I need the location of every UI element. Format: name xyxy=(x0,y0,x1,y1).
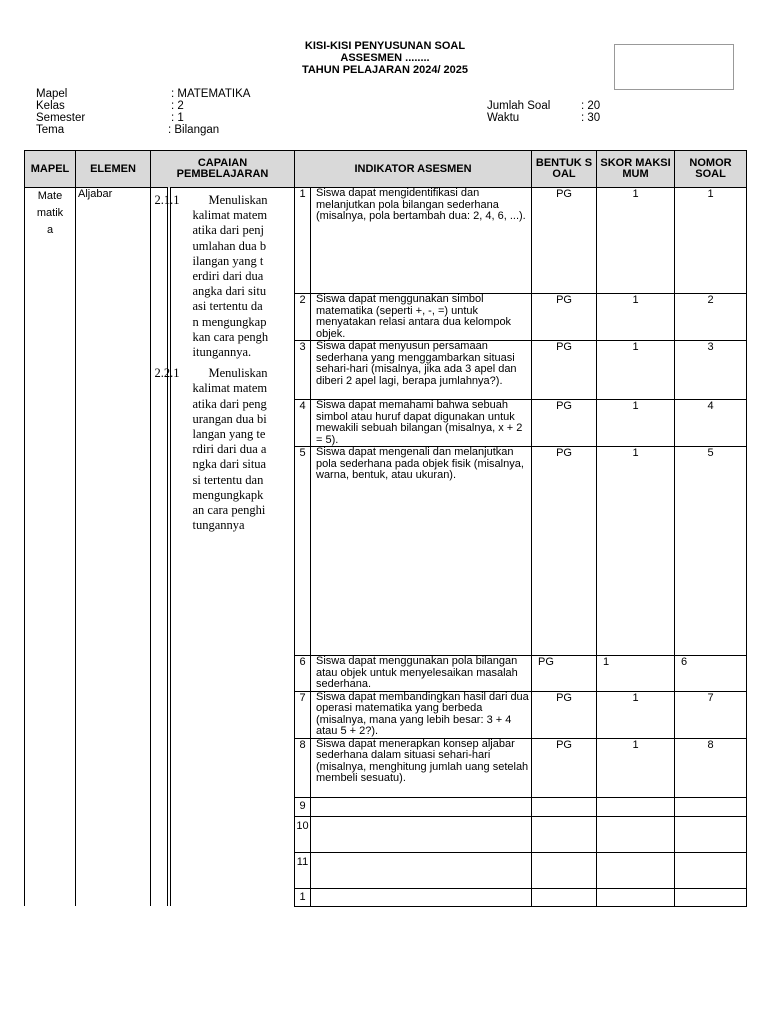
capaian-text: Menuliskan kalimat matematika dari penjumlahan dua bilangan yang terdiri dari dua angka dari situasi tertentu dan mengungkapkan cara penghitungannya. xyxy=(192,193,269,360)
nomor-cell: 4 xyxy=(675,400,747,447)
capaian-item xyxy=(155,193,295,360)
bentuk-cell xyxy=(532,888,597,906)
row-number: 3 xyxy=(295,341,311,400)
bentuk-cell xyxy=(532,816,597,852)
nomor-cell xyxy=(675,852,747,888)
title-line-1: KISI-KISI PENYUSUNAN SOAL xyxy=(304,40,466,52)
mapel-label: Mapel xyxy=(36,88,68,100)
jumlah-soal-label: Jumlah Soal xyxy=(487,100,551,112)
header-indikator: INDIKATOR ASESMEN xyxy=(295,151,532,188)
row-number: 11 xyxy=(295,852,311,888)
header-nomor: NOMOR SOAL xyxy=(675,151,747,188)
bentuk-cell: PG xyxy=(532,188,597,294)
empty-box xyxy=(614,44,734,90)
kelas-label: Kelas xyxy=(36,100,65,112)
bentuk-cell: PG xyxy=(532,691,597,738)
skor-cell: 1 xyxy=(597,447,675,656)
nomor-cell: 2 xyxy=(675,294,747,341)
skor-cell: 1 xyxy=(597,341,675,400)
mapel-cell: Matematika xyxy=(36,190,64,236)
row-number: 6 xyxy=(295,656,311,692)
bentuk-cell xyxy=(532,797,597,816)
bentuk-cell: PG xyxy=(532,447,597,656)
header-bentuk: BENTUK SOAL xyxy=(532,151,597,188)
row-number: 8 xyxy=(295,738,311,797)
bentuk-cell: PG xyxy=(532,294,597,341)
header-skor: SKOR MAKSIMUM xyxy=(597,151,675,188)
indikator-cell xyxy=(311,797,532,816)
bentuk-cell: PG xyxy=(532,656,597,692)
header-mapel: MAPEL xyxy=(25,151,76,188)
row-number: 2 xyxy=(295,294,311,341)
tema-label: Tema xyxy=(36,124,65,136)
table-row xyxy=(25,188,747,294)
indikator-cell xyxy=(311,816,532,852)
indikator-cell: Siswa dapat menyusun persamaan sederhana yang menggambarkan situasi sehari-hari (misalnya, jika ada 3 apel dan diberi 2 apel lagi, berapa jumlahnya?). xyxy=(311,341,532,400)
skor-cell: 1 xyxy=(597,188,675,294)
waktu-label: Waktu xyxy=(487,112,520,124)
waktu-value: : 30 xyxy=(581,112,601,124)
nomor-cell: 1 xyxy=(675,188,747,294)
indikator-cell: Siswa dapat menerapkan konsep aljabar sederhana dalam situasi sehari-hari (misalnya, menghitung jumlah uang setelah membeli sesuatu). xyxy=(311,738,532,797)
capaian-cell xyxy=(154,188,295,907)
row-number: 1 xyxy=(295,188,311,294)
indikator-cell: Siswa dapat mengidentifikasi dan melanjutkan pola bilangan sederhana (misalnya, pola bertambah dua: 2, 4, 6, ...). xyxy=(311,188,532,294)
nomor-cell xyxy=(675,888,747,906)
indikator-cell xyxy=(311,888,532,906)
skor-cell xyxy=(597,816,675,852)
capaian-number: 2.2.1 xyxy=(154,366,180,381)
nomor-cell: 6 xyxy=(675,656,747,692)
nomor-cell: 3 xyxy=(675,341,747,400)
bentuk-cell: PG xyxy=(532,738,597,797)
jumlah-soal-value: : 20 xyxy=(581,100,601,112)
skor-cell: 1 xyxy=(597,691,675,738)
elemen-cell: Aljabar xyxy=(76,188,151,907)
document-title xyxy=(230,40,540,76)
semester-label: Semester xyxy=(36,112,86,124)
kelas-value: : 2 xyxy=(171,100,184,112)
mapel-value: : MATEMATIKA xyxy=(171,88,251,100)
header-elemen: ELEMEN xyxy=(76,151,151,188)
skor-cell xyxy=(597,888,675,906)
row-number: 1 xyxy=(295,888,311,906)
skor-cell: 1 xyxy=(597,294,675,341)
bentuk-cell: PG xyxy=(532,341,597,400)
bentuk-cell: PG xyxy=(532,400,597,447)
indikator-cell: Siswa dapat memahami bahwa sebuah simbol atau huruf dapat digunakan untuk mewakili sebuah bilangan (misalnya, x + 2 = 5). xyxy=(311,400,532,447)
indikator-cell: Siswa dapat menggunakan simbol matematika (seperti +, -, =) untuk menyatakan relasi antara dua kelompok objek. xyxy=(311,294,532,341)
table-header-row xyxy=(25,151,747,188)
header-capaian: CAPAIAN PEMBELAJARAN xyxy=(151,151,295,188)
nomor-cell: 8 xyxy=(675,738,747,797)
skor-cell: 1 xyxy=(597,656,675,692)
skor-cell xyxy=(597,797,675,816)
semester-value: : 1 xyxy=(171,112,184,124)
nomor-cell xyxy=(675,816,747,852)
capaian-text: Menuliskan kalimat matematika dari pengurangan dua bilangan yang terdiri dari dua angka dari situasi tertentu dan mengungkapkan cara penghitungannya xyxy=(192,366,268,533)
row-number: 10 xyxy=(295,816,311,852)
nomor-cell: 5 xyxy=(675,447,747,656)
nomor-cell xyxy=(675,797,747,816)
skor-cell xyxy=(597,852,675,888)
row-number: 5 xyxy=(295,447,311,656)
row-number: 7 xyxy=(295,691,311,738)
row-number: 4 xyxy=(295,400,311,447)
title-line-3: TAHUN PELAJARAN 2024/ 2025 xyxy=(301,64,469,76)
kisi-kisi-table xyxy=(24,150,747,907)
bentuk-cell xyxy=(532,852,597,888)
tema-value: : Bilangan xyxy=(168,124,220,136)
capaian-number: 2.1.1 xyxy=(154,193,180,207)
row-number: 9 xyxy=(295,797,311,816)
indikator-cell xyxy=(311,852,532,888)
indikator-cell: Siswa dapat menggunakan pola bilangan atau objek untuk menyelesaikan masalah sederhana. xyxy=(311,656,532,692)
title-line-2: ASSESMEN ........ xyxy=(340,52,430,64)
skor-cell: 1 xyxy=(597,738,675,797)
nomor-cell: 7 xyxy=(675,691,747,738)
skor-cell: 1 xyxy=(597,400,675,447)
capaian-item xyxy=(155,366,295,533)
indikator-cell: Siswa dapat mengenali dan melanjutkan pola sederhana pada objek fisik (misalnya, warna, bentuk, atau ukuran). xyxy=(311,447,532,656)
indikator-cell: Siswa dapat membandingkan hasil dari dua operasi matematika yang berbeda (misalnya, mana yang lebih besar: 3 + 4 atau 5 + 2?). xyxy=(311,691,532,738)
